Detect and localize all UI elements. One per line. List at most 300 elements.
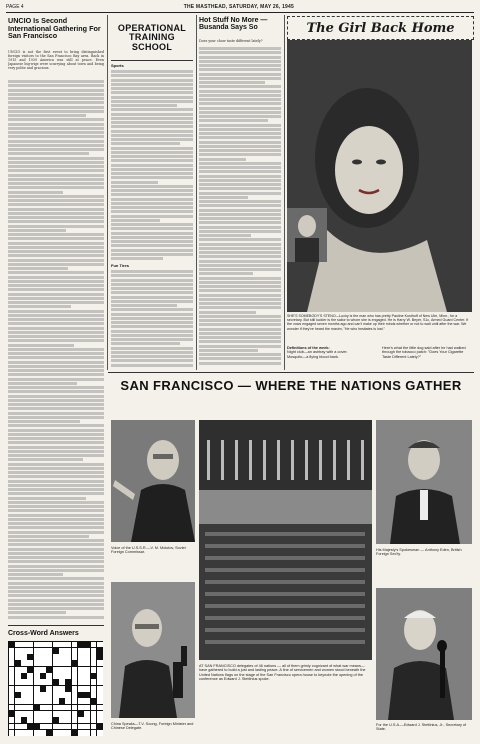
text-line xyxy=(8,501,104,504)
hot-stuff-headline: Hot Stuff No More — Busanda Says So xyxy=(199,17,268,32)
text-line xyxy=(111,79,193,82)
crossword-cell xyxy=(84,660,90,666)
text-line xyxy=(8,454,104,457)
text-line xyxy=(8,356,104,359)
text-line xyxy=(111,334,193,337)
text-line xyxy=(8,246,104,249)
spread-title: SAN FRANCISCO — WHERE THE NATIONS GATHER xyxy=(120,378,462,393)
fun-tires-label: Fun Tires xyxy=(111,263,129,268)
hot-stuff-intro: Does your chow taste different lately? xyxy=(199,39,263,43)
text-line xyxy=(111,347,193,350)
text-line xyxy=(8,590,104,593)
text-line xyxy=(199,264,281,267)
crossword-cell xyxy=(27,679,33,685)
crossword-cell xyxy=(97,724,103,730)
text-line xyxy=(111,287,193,290)
text-line xyxy=(8,195,104,198)
text-line xyxy=(8,123,104,126)
crossword-cell xyxy=(34,717,40,723)
crossword-cell xyxy=(27,711,33,717)
sports-label: Sports xyxy=(111,63,124,68)
crossword-cell xyxy=(91,692,97,698)
crossword-cell xyxy=(27,717,33,723)
molotov-photo-art xyxy=(111,420,195,542)
crossword-cell xyxy=(15,654,21,660)
soong-caption: China Speaks—T.V. Soong, Foreign Minister and Chinese Delegate. xyxy=(111,722,194,731)
text-line xyxy=(8,475,104,478)
crossword-cell xyxy=(84,648,90,654)
crossword-cell xyxy=(9,705,15,711)
text-line xyxy=(111,70,193,73)
text-line xyxy=(111,244,193,247)
crossword-cell xyxy=(40,730,46,736)
crossword-cell xyxy=(65,717,71,723)
crossword-cell xyxy=(65,730,71,736)
crossword-cell xyxy=(91,724,97,730)
text-line xyxy=(8,539,104,542)
text-line xyxy=(8,327,104,330)
text-line xyxy=(199,64,281,67)
text-line xyxy=(199,162,281,165)
crossword-cell xyxy=(59,654,65,660)
crossword-cell xyxy=(65,711,71,717)
text-line xyxy=(111,147,193,150)
crossword-cell xyxy=(21,667,27,673)
text-line xyxy=(111,172,193,175)
crossword-cell xyxy=(84,730,90,736)
crossword-cell xyxy=(21,724,27,730)
crossword-cell xyxy=(34,730,40,736)
crossword-cell xyxy=(46,698,52,704)
crossword-cell xyxy=(15,673,21,679)
crossword-cell xyxy=(40,717,46,723)
text-line xyxy=(8,212,104,215)
crossword-cell xyxy=(84,724,90,730)
crossword-cell xyxy=(46,730,52,736)
text-line xyxy=(199,255,281,258)
text-line xyxy=(8,424,104,427)
text-line xyxy=(199,213,281,216)
text-line xyxy=(8,148,104,151)
crossword-cell xyxy=(65,724,71,730)
crossword-cell xyxy=(65,692,71,698)
text-line xyxy=(199,153,281,156)
crossword-cell xyxy=(78,698,84,704)
text-line xyxy=(8,293,104,296)
definitions-box xyxy=(287,346,377,359)
crossword-cell xyxy=(59,667,65,673)
crossword-cell xyxy=(91,654,97,660)
text-line xyxy=(111,227,193,230)
text-line xyxy=(199,68,281,71)
text-line xyxy=(111,359,193,362)
crossword-cell xyxy=(15,711,21,717)
text-line xyxy=(111,96,193,99)
text-line xyxy=(111,338,193,341)
text-line xyxy=(111,159,193,162)
crossword-cell xyxy=(59,660,65,666)
text-line xyxy=(199,285,281,288)
molotov-caption: Voice of the U.S.S.R.—V. M. Molotov, Soviet Foreign Commissar. xyxy=(111,546,186,555)
crossword-cell xyxy=(97,654,103,660)
text-line xyxy=(111,215,193,218)
crossword-cell xyxy=(97,642,103,648)
text-line xyxy=(8,369,104,372)
crossword-cell xyxy=(91,648,97,654)
crossword-cell xyxy=(97,705,103,711)
conference-hall-photo xyxy=(199,420,372,660)
text-line xyxy=(111,168,193,171)
text-line xyxy=(111,134,193,137)
text-line xyxy=(111,364,193,367)
text-line xyxy=(8,543,104,546)
crossword-cell xyxy=(84,667,90,673)
crossword-cell xyxy=(46,711,52,717)
crossword-cell xyxy=(34,654,40,660)
crossword-cell xyxy=(53,642,59,648)
text-line xyxy=(8,186,104,189)
crossword-cell xyxy=(53,705,59,711)
text-line xyxy=(8,450,104,453)
text-line xyxy=(199,272,253,275)
text-line xyxy=(8,157,104,160)
crossword-cell xyxy=(97,711,103,717)
crossword-cell xyxy=(53,673,59,679)
text-line xyxy=(199,260,281,263)
crossword-cell xyxy=(27,654,33,660)
text-line xyxy=(111,270,193,273)
crossword-cell xyxy=(72,654,78,660)
crossword-cell xyxy=(21,730,27,736)
crossword-cell xyxy=(65,667,71,673)
crossword-cell xyxy=(46,705,52,711)
crossword-cell xyxy=(40,698,46,704)
crossword-cell xyxy=(53,711,59,717)
crossword-cell xyxy=(15,648,21,654)
tobacco-joke: Here's what the little dog said after he had walked through the tobacco patch: "Does Your Cigarette Taste Different Lately?" xyxy=(382,346,466,359)
crossword-cell xyxy=(59,642,65,648)
text-line xyxy=(111,155,193,158)
text-line xyxy=(111,176,193,179)
text-line xyxy=(8,280,104,283)
crossword-cell xyxy=(65,660,71,666)
text-line xyxy=(8,208,104,211)
crossword-cell xyxy=(27,686,33,692)
crossword-cell xyxy=(21,660,27,666)
text-line xyxy=(8,322,104,325)
text-line xyxy=(199,251,281,254)
text-line xyxy=(199,332,281,335)
crossword-cell xyxy=(84,642,90,648)
text-line xyxy=(8,586,104,589)
text-line xyxy=(8,242,104,245)
text-line xyxy=(111,202,193,205)
crossword-cell xyxy=(72,660,78,666)
text-line xyxy=(111,108,193,111)
crossword-cell xyxy=(9,660,15,666)
crossword-cell xyxy=(91,686,97,692)
crossword-cell xyxy=(21,673,27,679)
text-line xyxy=(199,238,281,241)
text-line xyxy=(111,185,193,188)
text-line xyxy=(199,281,281,284)
text-line xyxy=(199,247,281,250)
stettinius-caption: For the U.S.A.—Edward J. Stettinius, Jr., Secretary of State. xyxy=(376,723,467,732)
crossword-cell xyxy=(91,705,97,711)
masthead-dateline: THE MASTHEAD, SATURDAY, MAY 26, 1945 xyxy=(183,4,294,10)
crossword-cell xyxy=(34,673,40,679)
text-line xyxy=(199,328,281,331)
crossword-cell xyxy=(9,711,15,717)
crossword-cell xyxy=(15,660,21,666)
crossword-cell xyxy=(21,648,27,654)
text-line xyxy=(111,296,193,299)
ots-banner xyxy=(111,16,193,61)
crossword-cell xyxy=(40,660,46,666)
text-line xyxy=(8,152,89,155)
text-line xyxy=(8,407,104,410)
crossword-cell xyxy=(72,667,78,673)
crossword-cell xyxy=(65,705,71,711)
crossword-cell xyxy=(46,679,52,685)
crossword-cell xyxy=(72,686,78,692)
text-line xyxy=(199,268,281,271)
conference-hall-photo-art xyxy=(199,420,372,660)
text-line xyxy=(111,317,193,320)
text-line xyxy=(111,113,193,116)
crossword-cell xyxy=(65,679,71,685)
text-line xyxy=(8,514,104,517)
text-line xyxy=(199,51,281,54)
crossword-cell xyxy=(21,642,27,648)
crossword-cell xyxy=(72,717,78,723)
text-line xyxy=(8,446,104,449)
text-line xyxy=(111,325,193,328)
uncio-article-body xyxy=(8,80,104,620)
crossword-cell xyxy=(65,686,71,692)
crossword-cell xyxy=(9,673,15,679)
text-line xyxy=(8,467,104,470)
crossword-cell xyxy=(46,654,52,660)
text-line xyxy=(8,135,104,138)
text-line xyxy=(199,175,281,178)
text-line xyxy=(8,378,104,381)
crossword-cell xyxy=(21,686,27,692)
crossword-cell xyxy=(65,642,71,648)
pin-up-photo xyxy=(287,40,472,312)
text-line xyxy=(8,573,63,576)
crossword-cell xyxy=(40,642,46,648)
text-line xyxy=(199,315,281,318)
text-line xyxy=(199,94,281,97)
text-line xyxy=(199,183,281,186)
text-line xyxy=(199,102,281,105)
crossword-cell xyxy=(46,667,52,673)
text-line xyxy=(8,267,68,270)
text-line xyxy=(8,271,104,274)
crossword-cell xyxy=(78,711,84,717)
text-line xyxy=(111,206,193,209)
crossword-cell xyxy=(78,654,84,660)
crossword-cell xyxy=(9,648,15,654)
crossword-cell xyxy=(59,679,65,685)
text-line xyxy=(199,132,281,135)
crossword-cell xyxy=(59,717,65,723)
crossword-cell xyxy=(9,686,15,692)
crossword-cell xyxy=(84,711,90,717)
crossword-cell xyxy=(91,642,97,648)
text-line xyxy=(199,145,281,148)
page-header xyxy=(6,2,474,13)
crossword-cell xyxy=(46,686,52,692)
crossword-cell xyxy=(40,692,46,698)
eden-caption: His Majesty's Spokesman — Anthony Eden, British Foreign Sec'ty. xyxy=(376,548,462,557)
text-line xyxy=(8,403,104,406)
text-line xyxy=(8,233,104,236)
text-line xyxy=(8,535,89,538)
text-line xyxy=(8,611,66,614)
crossword-cell xyxy=(84,698,90,704)
crossword-cell xyxy=(84,654,90,660)
uncio-intro: UNCIO is not the first event to bring distinguished foreign visitors to the San Francisco Bay area. Back in 1915 and 1939 America was still at peace. Even Japanese big-wigs were scurrying about town and being very polite and gracious. xyxy=(8,50,104,71)
text-line xyxy=(8,106,104,109)
crossword-cell xyxy=(46,724,52,730)
crossword-cell xyxy=(9,692,15,698)
text-line xyxy=(199,306,281,309)
crossword-cell xyxy=(46,673,52,679)
crossword-cell xyxy=(34,642,40,648)
crossword-cell xyxy=(9,642,15,648)
text-line xyxy=(199,81,265,84)
text-line xyxy=(199,170,281,173)
crossword-cell xyxy=(53,692,59,698)
text-line xyxy=(111,223,193,226)
crossword-cell xyxy=(78,692,84,698)
crossword-cell xyxy=(27,705,33,711)
text-line xyxy=(8,395,104,398)
crossword-cell xyxy=(40,705,46,711)
crossword-cell xyxy=(9,717,15,723)
crossword-cell xyxy=(46,717,52,723)
crossword-cell xyxy=(72,673,78,679)
text-line xyxy=(199,60,281,63)
molotov-photo xyxy=(111,420,195,542)
crossword-cell xyxy=(91,711,97,717)
text-line xyxy=(8,382,77,385)
crossword-cell xyxy=(91,698,97,704)
crossword-cell xyxy=(27,724,33,730)
text-line xyxy=(8,191,63,194)
crossword-cell xyxy=(27,648,33,654)
crossword-cell xyxy=(53,717,59,723)
ots-article-body-2 xyxy=(111,270,193,368)
text-line xyxy=(8,229,66,232)
pin-up-photo-art xyxy=(287,40,472,312)
text-line xyxy=(199,234,251,237)
text-line xyxy=(111,219,160,222)
conference-caption: AT SAN FRANCISCO delegates of 46 nations — all of them grimly cognizant of what war means—have gathered to build a just and lasting peace. A line of servicemen and women stood beneath the United Nations flags on the stage of the San Francisco opera house to keynote the opening of the conference as Edward J. Stettinius spoke. xyxy=(199,664,366,682)
text-line xyxy=(111,236,193,239)
crossword-cell xyxy=(59,711,65,717)
text-line xyxy=(199,217,281,220)
text-line xyxy=(111,125,193,128)
crossword-cell xyxy=(78,686,84,692)
crossword-cell xyxy=(27,698,33,704)
text-line xyxy=(8,161,104,164)
text-line xyxy=(8,169,104,172)
text-line xyxy=(8,361,104,364)
text-line xyxy=(8,531,104,534)
crossword-cell xyxy=(40,654,46,660)
text-line xyxy=(8,165,104,168)
crossword-cell xyxy=(15,692,21,698)
text-line xyxy=(8,607,104,610)
crossword-cell xyxy=(84,673,90,679)
crossword-cell xyxy=(53,679,59,685)
text-line xyxy=(8,497,86,500)
text-line xyxy=(8,463,104,466)
text-line xyxy=(199,136,281,139)
crossword-cell xyxy=(65,673,71,679)
crossword-cell xyxy=(72,642,78,648)
text-line xyxy=(111,83,193,86)
text-line xyxy=(111,151,193,154)
crossword-cell xyxy=(15,679,21,685)
text-line xyxy=(8,518,104,521)
crossword-cell xyxy=(91,667,97,673)
crossword-cell xyxy=(34,679,40,685)
text-line xyxy=(199,209,281,212)
crossword-cell xyxy=(34,724,40,730)
text-line xyxy=(111,274,193,277)
crossword-cell xyxy=(21,654,27,660)
text-line xyxy=(8,114,86,117)
text-line xyxy=(199,226,281,229)
text-line xyxy=(8,284,104,287)
crossword-cell xyxy=(72,724,78,730)
text-line xyxy=(8,250,104,253)
crossword-cell xyxy=(53,698,59,704)
text-line xyxy=(199,158,246,161)
text-line xyxy=(8,565,104,568)
text-line xyxy=(111,91,193,94)
crossword-cell xyxy=(59,673,65,679)
crossword-cell xyxy=(97,692,103,698)
text-line xyxy=(8,174,104,177)
text-line xyxy=(199,111,281,114)
text-line xyxy=(111,117,193,120)
text-line xyxy=(111,355,193,358)
crossword-cell xyxy=(27,692,33,698)
text-line xyxy=(199,362,281,365)
text-line xyxy=(8,399,104,402)
text-line xyxy=(8,140,104,143)
text-line xyxy=(8,178,104,181)
text-line xyxy=(8,97,104,100)
text-line xyxy=(199,85,281,88)
crossword-cell xyxy=(72,698,78,704)
crossword-cell xyxy=(46,660,52,666)
text-line xyxy=(8,225,104,228)
crossword-cell xyxy=(78,679,84,685)
text-line xyxy=(8,301,104,304)
crossword-cell xyxy=(84,705,90,711)
definition-mosquito: Mosquito—a flying blood bank. xyxy=(287,354,339,359)
crossword-cell xyxy=(84,717,90,723)
crossword-cell xyxy=(40,667,46,673)
page-number: PAGE 4 xyxy=(6,4,24,10)
text-line xyxy=(8,492,104,495)
